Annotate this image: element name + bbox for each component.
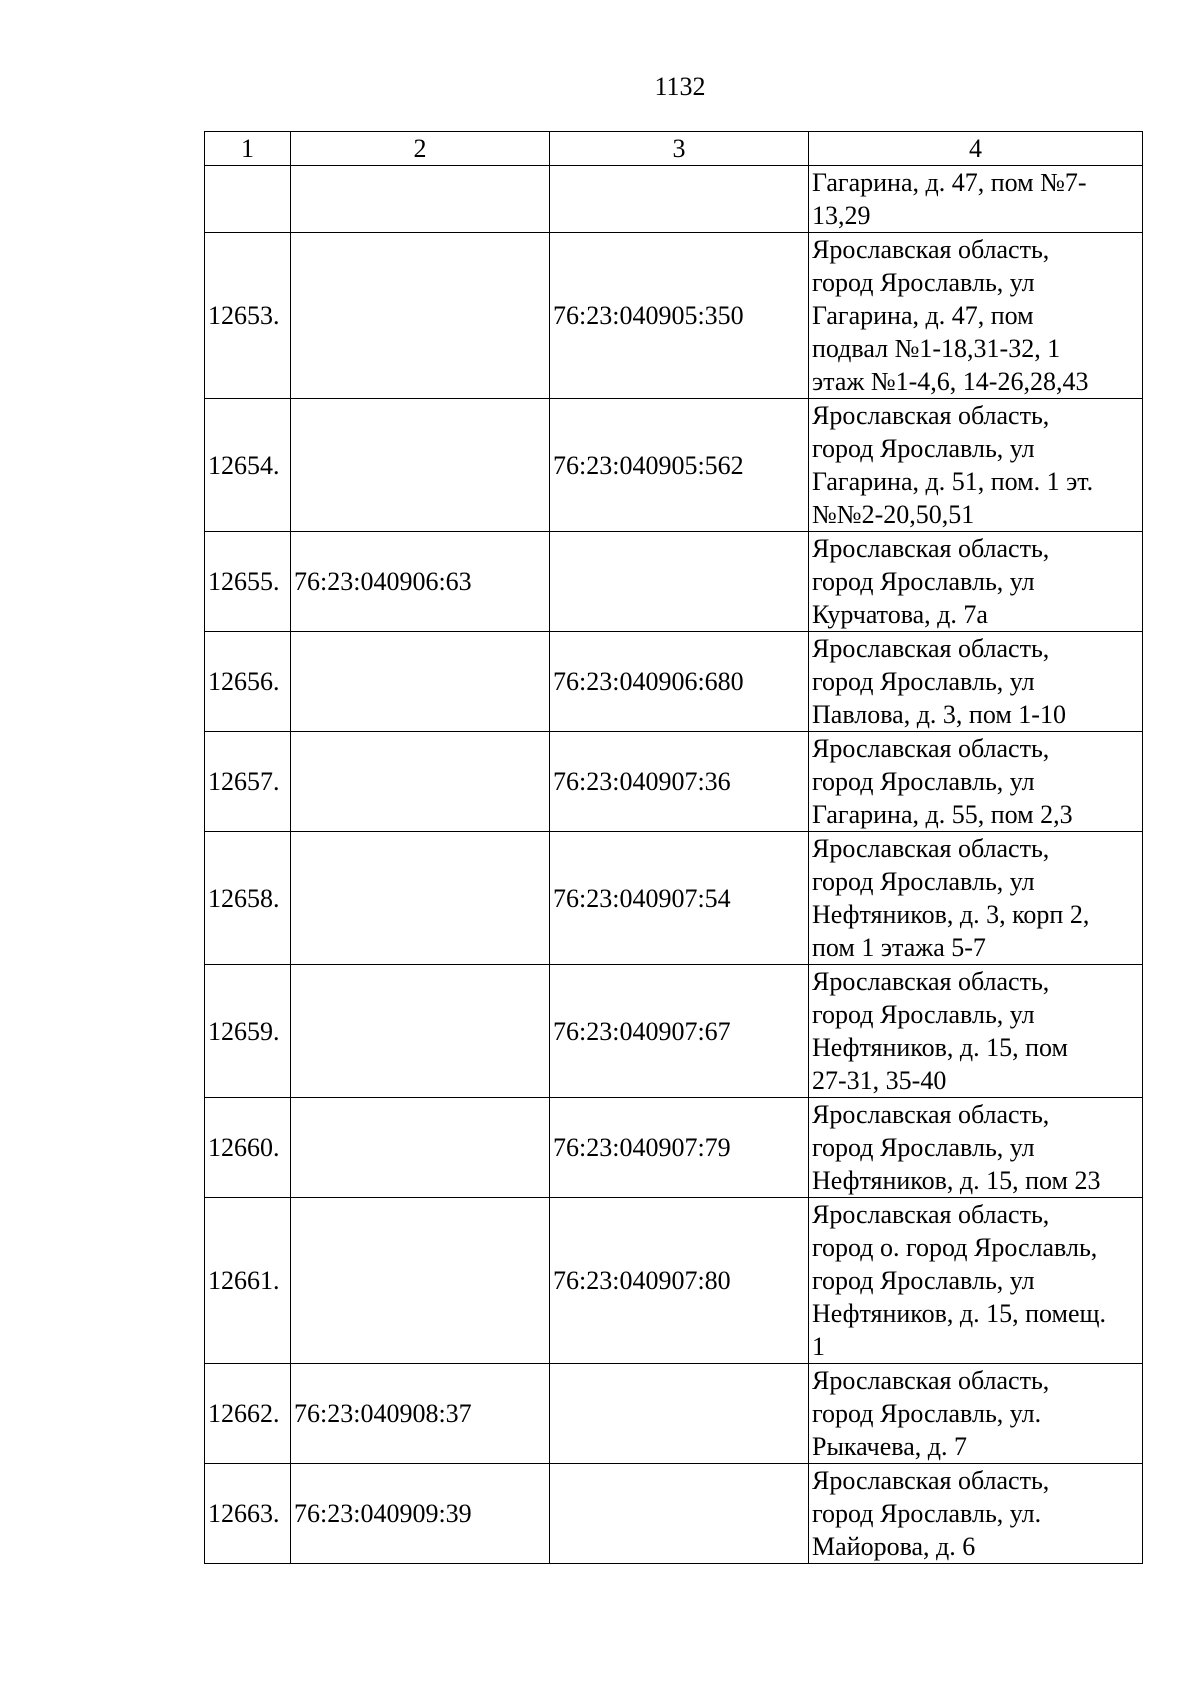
address-cell: Гагарина, д. 47, пом №7- 13,29 bbox=[809, 166, 1143, 233]
cadastral-number-col3: 76:23:040907:67 bbox=[550, 965, 809, 1098]
registry-table bbox=[204, 131, 1143, 1564]
address-cell: Ярославская область, город Ярославль, ул. Майорова, д. 6 bbox=[809, 1464, 1143, 1564]
row-number bbox=[205, 166, 291, 233]
address-cell: Ярославская область, город Ярославль, ул Гагарина, д. 47, пом подвал №1-18,31-32, 1 этаж №1-4,6, 14-26,28,43 bbox=[809, 233, 1143, 399]
page-number: 1132 bbox=[654, 72, 706, 101]
address-cell: Ярославская область, город Ярославль, ул Нефтяников, д. 15, пом 27-31, 35-40 bbox=[809, 965, 1143, 1098]
cadastral-number-col3: 76:23:040907:80 bbox=[550, 1198, 809, 1364]
cadastral-number-col2: 76:23:040906:63 bbox=[291, 532, 550, 632]
table-row bbox=[205, 832, 1143, 965]
address-cell: Ярославская область, город о. город Ярославль, город Ярославль, ул Нефтяников, д. 15, помещ. 1 bbox=[809, 1198, 1143, 1364]
cadastral-number-col3 bbox=[550, 532, 809, 632]
address-cell: Ярославская область, город Ярославль, ул. Рыкачева, д. 7 bbox=[809, 1364, 1143, 1464]
address-cell: Ярославская область, город Ярославль, ул Нефтяников, д. 3, корп 2, пом 1 этажа 5-7 bbox=[809, 832, 1143, 965]
column-header-4: 4 bbox=[809, 132, 1143, 166]
row-number: 12656. bbox=[205, 632, 291, 732]
cadastral-number-col3: 76:23:040907:36 bbox=[550, 732, 809, 832]
table-row bbox=[205, 1198, 1143, 1364]
cadastral-number-col2 bbox=[291, 166, 550, 233]
cadastral-number-col3: 76:23:040907:79 bbox=[550, 1098, 809, 1198]
cadastral-number-col3 bbox=[550, 1464, 809, 1564]
cadastral-number-col2 bbox=[291, 1198, 550, 1364]
address-cell: Ярославская область, город Ярославль, ул Павлова, д. 3, пом 1-10 bbox=[809, 632, 1143, 732]
cadastral-number-col3: 76:23:040905:350 bbox=[550, 233, 809, 399]
table-row bbox=[205, 399, 1143, 532]
table-row bbox=[205, 1098, 1143, 1198]
cadastral-number-col2 bbox=[291, 832, 550, 965]
cadastral-number-col3: 76:23:040907:54 bbox=[550, 832, 809, 965]
cadastral-number-col2 bbox=[291, 965, 550, 1098]
cadastral-number-col3 bbox=[550, 166, 809, 233]
table-header-row bbox=[205, 132, 1143, 166]
column-header-2: 2 bbox=[291, 132, 550, 166]
table-row bbox=[205, 1364, 1143, 1464]
row-number: 12653. bbox=[205, 233, 291, 399]
address-cell: Ярославская область, город Ярославль, ул Курчатова, д. 7а bbox=[809, 532, 1143, 632]
cadastral-number-col3 bbox=[550, 1364, 809, 1464]
cadastral-number-col2 bbox=[291, 1098, 550, 1198]
row-number: 12659. bbox=[205, 965, 291, 1098]
cadastral-number-col2: 76:23:040909:39 bbox=[291, 1464, 550, 1564]
cadastral-number-col3: 76:23:040905:562 bbox=[550, 399, 809, 532]
column-header-1: 1 bbox=[205, 132, 291, 166]
table-row bbox=[205, 632, 1143, 732]
table-row bbox=[205, 532, 1143, 632]
row-number: 12660. bbox=[205, 1098, 291, 1198]
address-cell: Ярославская область, город Ярославль, ул Гагарина, д. 55, пом 2,3 bbox=[809, 732, 1143, 832]
row-number: 12657. bbox=[205, 732, 291, 832]
cadastral-number-col2 bbox=[291, 399, 550, 532]
row-number: 12655. bbox=[205, 532, 291, 632]
row-number: 12663. bbox=[205, 1464, 291, 1564]
cadastral-number-col2 bbox=[291, 233, 550, 399]
row-number: 12658. bbox=[205, 832, 291, 965]
table-row bbox=[205, 233, 1143, 399]
address-cell: Ярославская область, город Ярославль, ул Нефтяников, д. 15, пом 23 bbox=[809, 1098, 1143, 1198]
column-header-3: 3 bbox=[550, 132, 809, 166]
cadastral-number-col2 bbox=[291, 632, 550, 732]
table-row bbox=[205, 166, 1143, 233]
cadastral-number-col2 bbox=[291, 732, 550, 832]
address-cell: Ярославская область, город Ярославль, ул Гагарина, д. 51, пом. 1 эт. №№2-20,50,51 bbox=[809, 399, 1143, 532]
cadastral-number-col2: 76:23:040908:37 bbox=[291, 1364, 550, 1464]
table-row bbox=[205, 965, 1143, 1098]
table-row bbox=[205, 732, 1143, 832]
row-number: 12654. bbox=[205, 399, 291, 532]
row-number: 12661. bbox=[205, 1198, 291, 1364]
table-row bbox=[205, 1464, 1143, 1564]
row-number: 12662. bbox=[205, 1364, 291, 1464]
cadastral-number-col3: 76:23:040906:680 bbox=[550, 632, 809, 732]
